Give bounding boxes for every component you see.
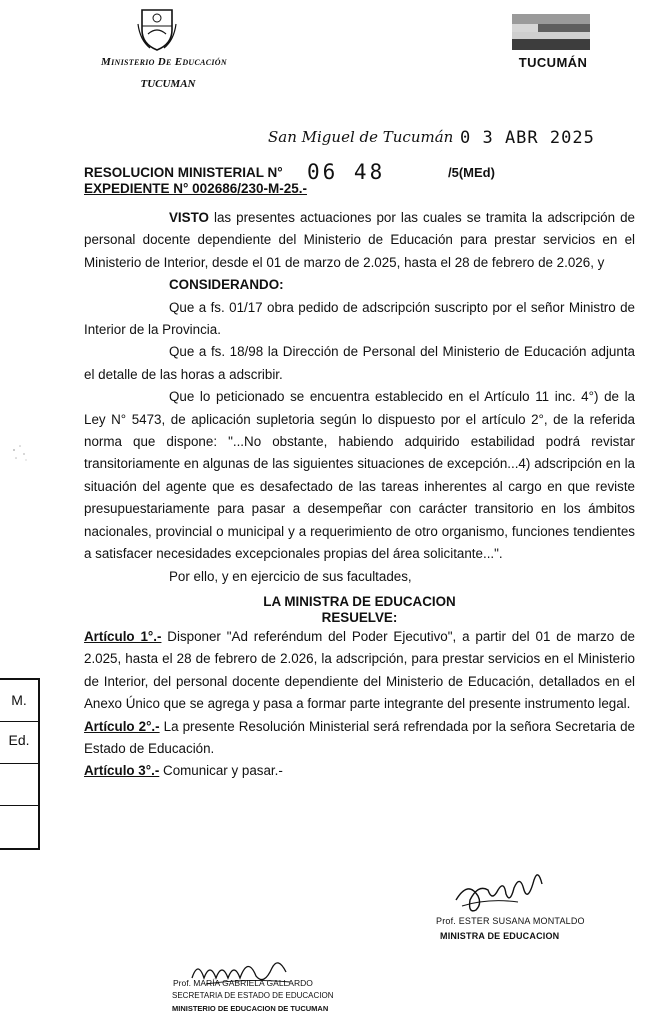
article-3: [84, 760, 635, 782]
secretary-institution: MINISTERIO DE EDUCACION DE TUCUMAN: [172, 1004, 329, 1013]
article-1-text: Disponer "Ad referéndum del Poder Ejecutivo", a partir del 01 de marzo de 2.025, hasta el 28 de febrero de 2.026, la adscripción, para prestar servicios en el Ministerio de Interior, del personal docente dependiente del Ministerio de Educación, detallados en el Anexo Único que se agrega y pasa a formar parte integrante del presente instrumento legal.: [84, 628, 635, 712]
secretary-name: Prof. MARÍA GABRIELA GALLARDO: [173, 978, 313, 988]
authority-line: LA MINISTRA DE EDUCACION: [263, 593, 456, 609]
article-2-text: La presente Resolución Ministerial será refrendada por la señora Secretaria de Estado de Educación.: [84, 718, 635, 756]
margin-box-cell: [0, 806, 38, 847]
minister-signature: [448, 860, 558, 920]
visto-paragraph: [84, 207, 635, 274]
article-1: [84, 626, 635, 716]
date-stamp: 0 3 ABR 2025: [460, 128, 595, 148]
visto-text: las presentes actuaciones por las cuales se tramita la adscripción de personal docente dependiente del Ministerio de Educación para prestar servicios en el Ministerio de Interior, desde el 01 de marzo de 2.025, hasta el 28 de febrero de 2.026, y: [84, 210, 635, 270]
scan-speck: [6, 440, 32, 466]
considerando-heading: CONSIDERANDO:: [169, 277, 284, 293]
coat-of-arms-seal: [136, 4, 178, 52]
considerando-paragraph-4: Por ello, y en ejercicio de sus facultades,: [169, 568, 412, 584]
margin-box-label: M. Ed.: [0, 680, 38, 722]
margin-box-cell: [0, 764, 38, 806]
authority-heading: [84, 594, 635, 626]
place-stamp: San Miguel de Tucumán: [268, 128, 454, 146]
resolves-line: RESUELVE:: [321, 609, 398, 625]
minister-role: MINISTRA DE EDUCACION: [440, 931, 560, 941]
article-2: [84, 716, 635, 761]
expediente-number: EXPEDIENTE N° 002686/230-M-25.-: [84, 181, 307, 196]
margin-registration-box: [0, 678, 40, 850]
considerando-paragraph-1: Que a fs. 01/17 obra pedido de adscripción suscripto por el señor Ministro de Interior de la Provincia.: [84, 299, 635, 338]
minister-name: Prof. ESTER SUSANA MONTALDO: [436, 916, 585, 926]
tucuman-flag-logo: [512, 14, 590, 54]
resolution-title: RESOLUCION MINISTERIAL N°: [84, 165, 283, 180]
considerando-paragraph-2: Que a fs. 18/98 la Dirección de Personal del Ministerio de Educación adjunta el detalle de las horas a adscribir.: [84, 344, 635, 382]
ministry-name: Ministerio De Educación: [101, 56, 227, 68]
ministry-city: TUCUMAN: [140, 78, 196, 90]
article-3-text: Comunicar y pasar.-: [159, 763, 283, 779]
resolution-number: 06 48: [307, 160, 386, 184]
document-body: [84, 207, 635, 783]
article-3-label: Artículo 3°.-: [84, 763, 160, 779]
article-2-label: Artículo 2°.-: [84, 718, 160, 734]
article-1-label: Artículo 1°.-: [84, 628, 162, 644]
considerando-paragraph-3: Que lo peticionado se encuentra establecido en el Artículo 11 inc. 4°) de la Ley N° 5473, de aplicación supletoria según lo dispuesto por el artículo 2°, de la referida norma que dispone: "...No obstante, habiendo adquirido estabilidad podrá revistar transitoriamente en algunas de las siguientes situaciones de excepción...4) adscripción en la situación del agente que es desafectado de las tareas inherentes al cargo en que reviste presupuestariamente para pasar a desempeñar con carácter transitorio en los ámbitos nacionales, provincial o municipal y a requerimiento de otro organismo, funciones tendientes a satisfacer necesidades excepcionales propias del área solicitante...".: [84, 389, 635, 562]
resolution-suffix: /5(MEd): [448, 165, 495, 180]
visto-lead: VISTO: [169, 210, 209, 225]
flag-label: TUCUMÁN: [518, 55, 588, 70]
secretary-role: SECRETARIA DE ESTADO DE EDUCACION: [172, 991, 334, 1000]
